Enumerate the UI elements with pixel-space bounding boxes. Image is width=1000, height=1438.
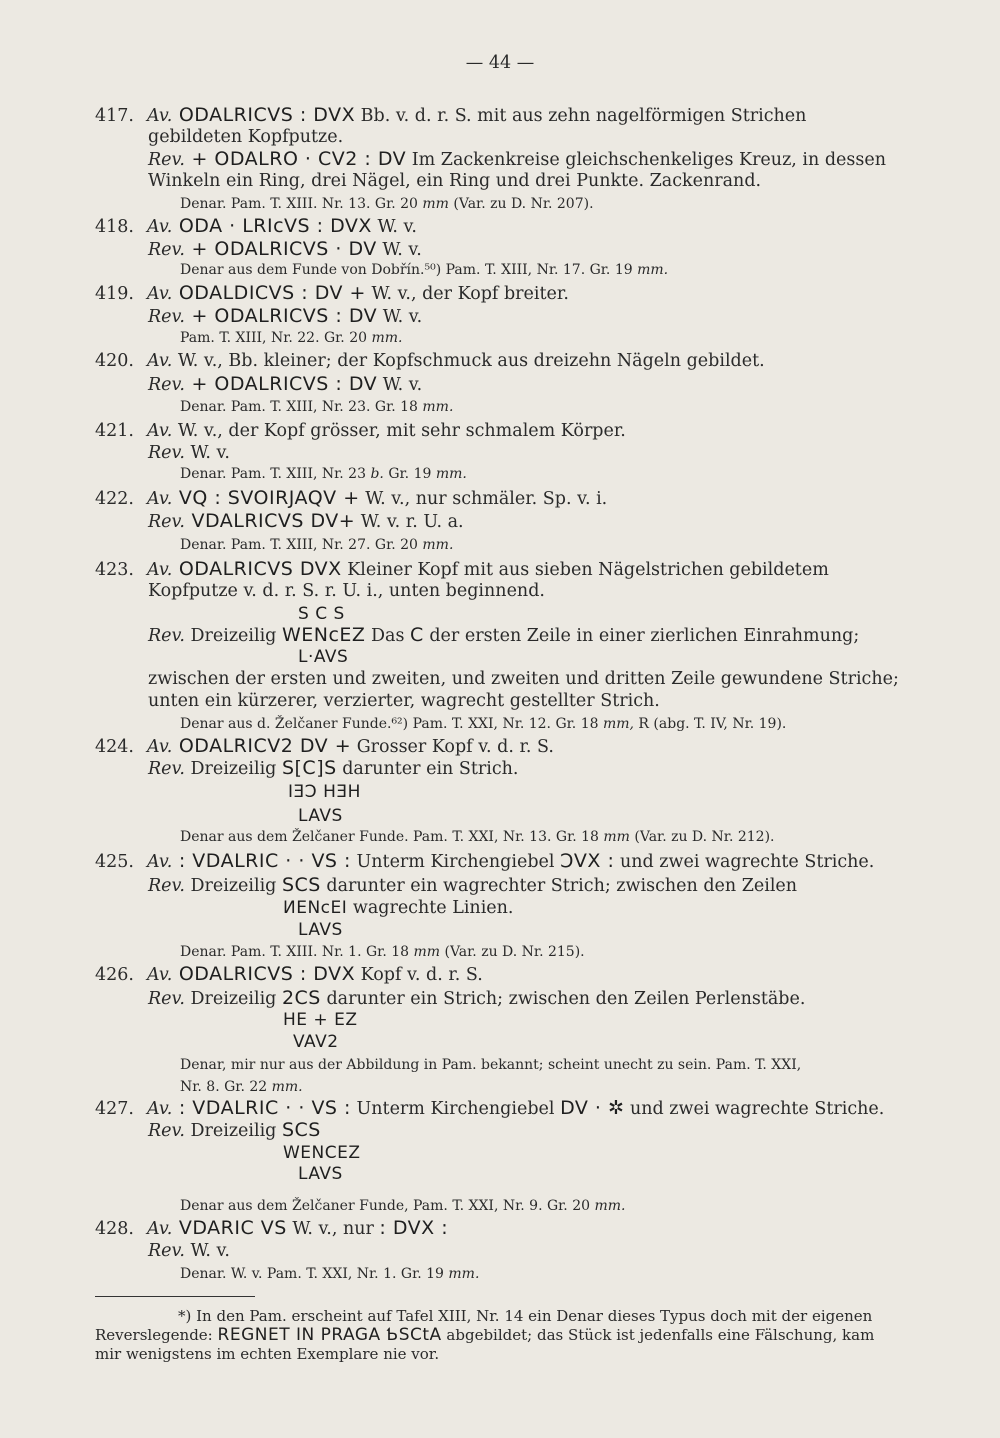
- coin-legend: L·AVS: [298, 647, 349, 667]
- continuation-line: [148, 510, 464, 533]
- coin-legend: ODALRICVS : DVX: [172, 104, 356, 126]
- continuation-line: [148, 442, 230, 464]
- entry-line: [95, 963, 483, 986]
- entry-line: [95, 1217, 448, 1240]
- entry-number: 417.: [95, 106, 134, 126]
- entry-number: 424.: [95, 737, 134, 757]
- continuation-line: [180, 1195, 626, 1217]
- italic-label: Rev.: [148, 150, 185, 170]
- continuation-line: [298, 646, 348, 668]
- entry-number: 428.: [95, 1219, 134, 1239]
- italic-label: mm.: [637, 262, 669, 278]
- continuation-line: [298, 805, 343, 827]
- continuation-line: [148, 373, 422, 396]
- coin-legend: + ODALRO · CV2 : DV: [184, 148, 407, 170]
- entry-line: [95, 215, 417, 238]
- text-segment: darunter ein Strich.: [336, 759, 519, 779]
- italic-label: Rev.: [148, 512, 185, 532]
- continuation-line: [148, 690, 660, 712]
- continuation-line: [180, 713, 786, 735]
- text-segment: Pam. T. XIII, Nr. 22. Gr. 20: [180, 330, 372, 346]
- text-segment: Dreizeilig: [184, 626, 282, 646]
- text-segment: W. v.: [377, 375, 423, 395]
- coin-legend: REGNET IN PRAGA ƄSCtA: [217, 1325, 442, 1345]
- continuation-line: [180, 463, 467, 485]
- continuation-line: [148, 757, 519, 780]
- text-segment: gebildeten Kopfputze.: [148, 127, 344, 147]
- text-segment: W. v., Bb. kleiner; der Kopfschmuck aus dreizehn Nägeln gebildet.: [172, 351, 765, 371]
- footnote-line: [95, 1325, 874, 1345]
- text-segment: W. v.: [184, 443, 230, 463]
- italic-label: Rev.: [148, 307, 185, 327]
- continuation-line: [298, 919, 343, 941]
- coin-legend: : DVX :: [379, 1217, 449, 1239]
- coin-legend: SCS: [281, 874, 321, 896]
- italic-label: Rev.: [148, 876, 185, 896]
- italic-label: Av.: [147, 1219, 173, 1239]
- text-segment: W. v., nur schmäler. Sp. v. i.: [359, 489, 608, 509]
- italic-label: Av.: [147, 852, 173, 872]
- text-segment: darunter ein Strich; zwischen den Zeilen Perlenstäbe.: [320, 989, 806, 1009]
- continuation-line: [283, 1009, 357, 1031]
- text-segment: darunter ein wagrechter Strich; zwischen den Zeilen: [320, 876, 798, 896]
- italic-label: Av.: [147, 560, 173, 580]
- entry-line: [95, 420, 626, 442]
- italic-label: Av.: [147, 421, 173, 441]
- text-segment: Unterm Kirchengiebel: [350, 852, 561, 872]
- text-segment: mir wenigstens im echten Exemplare nie vor.: [95, 1345, 440, 1363]
- coin-legend: S C S: [298, 604, 345, 624]
- text-segment: Im Zackenkreise gleichschenkeliges Kreuz, in dessen: [406, 150, 886, 170]
- entry-line: [95, 735, 554, 758]
- text-segment: (Var. zu D. Nr. 207).: [448, 196, 594, 212]
- italic-label: Rev.: [148, 375, 185, 395]
- coin-legend: ϽVX :: [560, 850, 615, 872]
- italic-label: Rev.: [148, 759, 185, 779]
- text-segment: Bb. v. d. r. S. mit aus zehn nagelförmigen Strichen: [355, 106, 807, 126]
- italic-label: mm: [603, 829, 630, 845]
- coin-legend: HE + EZ: [283, 1010, 358, 1030]
- coin-legend: ODA · LRIcVS : DVX: [172, 215, 372, 237]
- text-segment: W. v., der Kopf breiter.: [365, 284, 569, 304]
- continuation-line: [148, 126, 343, 148]
- continuation-line: [148, 305, 422, 328]
- text-segment: (Var. zu D. Nr. 215).: [440, 944, 585, 960]
- coin-legend: VAV2: [293, 1032, 339, 1052]
- text-segment: Denar aus dem Želčaner Funde, Pam. T. XXI, Nr. 9. Gr. 20: [180, 1198, 595, 1214]
- text-segment: W. v., der Kopf grösser, mit sehr schmalem Körper.: [172, 421, 626, 441]
- text-segment: Denar. Pam. T. XIII. Nr. 1. Gr. 18: [180, 944, 414, 960]
- footnote-line: [95, 1344, 439, 1364]
- coin-legend: ИENcEI: [283, 898, 348, 918]
- text-segment: Kleiner Kopf mit aus sieben Nägelstrichen gebildetem: [341, 560, 829, 580]
- text-segment: Nr. 8. Gr. 22: [180, 1079, 272, 1095]
- text-segment: Dreizeilig: [184, 989, 282, 1009]
- italic-label: mm,: [602, 716, 634, 732]
- continuation-line: [283, 1142, 361, 1164]
- coin-legend: WENcEZ: [281, 624, 366, 646]
- italic-label: b.: [370, 466, 384, 482]
- italic-label: Av.: [147, 737, 173, 757]
- entry-line: [95, 1097, 884, 1120]
- continuation-line: [180, 193, 594, 215]
- entry-line: [95, 350, 765, 372]
- text-segment: Kopfputze v. d. r. S. r. U. i., unten beginnend.: [148, 581, 545, 601]
- continuation-line: [293, 1031, 339, 1053]
- continuation-line: [148, 874, 797, 897]
- continuation-line: [180, 826, 775, 848]
- italic-label: Av.: [147, 284, 173, 304]
- italic-label: mm.: [422, 537, 454, 553]
- entry-number: 426.: [95, 965, 134, 985]
- continuation-line: [148, 624, 859, 647]
- text-segment: Dreizeilig: [184, 759, 282, 779]
- coin-legend: VDARIC VS: [172, 1217, 287, 1239]
- italic-label: mm.: [594, 1198, 626, 1214]
- coin-legend: S[C]S: [281, 757, 337, 779]
- entry-number: 423.: [95, 560, 134, 580]
- italic-label: mm.: [422, 399, 454, 415]
- entry-number: 420.: [95, 351, 134, 371]
- continuation-line: [283, 897, 513, 919]
- coin-legend: ODALDICVS : DV +: [172, 282, 366, 304]
- entry-number: 421.: [95, 421, 134, 441]
- italic-label: Rev.: [148, 626, 185, 646]
- text-segment: W. v.: [376, 240, 422, 260]
- entry-line: [95, 104, 806, 127]
- text-segment: Dreizeilig: [184, 1121, 282, 1141]
- italic-label: Av.: [147, 489, 173, 509]
- text-segment: W. v.: [184, 1241, 230, 1261]
- continuation-line: [298, 603, 345, 625]
- page-number: — 44 —: [465, 53, 535, 73]
- continuation-line: [288, 781, 361, 803]
- entry-line: [95, 282, 569, 305]
- italic-label: Av.: [147, 965, 173, 985]
- italic-label: mm.: [435, 466, 467, 482]
- continuation-line: [180, 327, 403, 349]
- coin-legend: DV · ✲: [560, 1097, 625, 1119]
- italic-label: mm.: [371, 330, 403, 346]
- coin-legend: ODALRICVS DVX: [172, 558, 342, 580]
- italic-label: Rev.: [148, 989, 185, 1009]
- text-segment: und zwei wagrechte Striche.: [614, 852, 875, 872]
- footnote-rule: [95, 1296, 255, 1297]
- text-segment: abgebildet; das Stück ist jedenfalls eine Fälschung, kam: [441, 1326, 875, 1344]
- text-segment: Reverslegende:: [95, 1326, 218, 1344]
- italic-label: mm: [422, 196, 449, 212]
- text-segment: und zwei wagrechte Striche.: [624, 1099, 885, 1119]
- continuation-line: [148, 668, 899, 690]
- coin-legend: ODALRICV2 DV +: [172, 735, 352, 757]
- continuation-line: [148, 1240, 230, 1262]
- continuation-line: [148, 148, 886, 171]
- italic-label: mm.: [448, 1266, 480, 1282]
- continuation-line: [298, 1163, 343, 1185]
- text-segment: R (abg. T. IV, Nr. 19).: [633, 716, 787, 732]
- text-segment: W. v.: [377, 307, 423, 327]
- italic-label: mm: [413, 944, 441, 960]
- text-segment: Das: [365, 626, 411, 646]
- continuation-line: [148, 1119, 321, 1142]
- coin-legend: : VDALRIC · · VS :: [172, 1097, 351, 1119]
- italic-label: Rev.: [148, 1241, 185, 1261]
- text-segment: Denar aus dem Želčaner Funde. Pam. T. XXI, Nr. 13. Gr. 18: [180, 829, 604, 845]
- coin-legend: : VDALRIC · · VS :: [172, 850, 351, 872]
- coin-legend: + ODALRICVS : DV: [184, 373, 378, 395]
- text-segment: wagrechte Linien.: [347, 898, 514, 918]
- continuation-line: [148, 580, 545, 602]
- text-segment: (Var. zu D. Nr. 212).: [629, 829, 775, 845]
- italic-label: Rev.: [148, 443, 185, 463]
- text-segment: Denar. Pam. T. XIII, Nr. 27. Gr. 20: [180, 537, 423, 553]
- entry-number: 427.: [95, 1099, 134, 1119]
- coin-legend: 2CS: [281, 987, 321, 1009]
- continuation-line: [148, 238, 422, 261]
- continuation-line: [180, 1076, 303, 1098]
- coin-legend: + ODALRICVS : DV: [184, 305, 378, 327]
- italic-label: Av.: [147, 1099, 173, 1119]
- text-segment: der ersten Zeile in einer zierlichen Einrahmung;: [423, 626, 860, 646]
- continuation-line: [180, 534, 453, 556]
- coin-legend: C: [410, 624, 424, 646]
- coin-legend: LAVS: [298, 806, 343, 826]
- italic-label: Av.: [147, 217, 173, 237]
- coin-legend: VQ : SVOIRJAQV +: [172, 487, 360, 509]
- continuation-line: [180, 1054, 801, 1076]
- continuation-line: [180, 941, 585, 963]
- coin-legend: ODALRICVS : DVX: [172, 963, 356, 985]
- text-segment: Denar. Pam. T. XIII, Nr. 23. Gr. 18: [180, 399, 423, 415]
- entry-number: 418.: [95, 217, 134, 237]
- continuation-line: [180, 259, 668, 281]
- coin-legend: IƎϽ HƎH: [288, 782, 361, 802]
- text-segment: unten ein kürzerer, verzierter, wagrecht gestellter Strich.: [148, 691, 660, 711]
- entry-number: 419.: [95, 284, 134, 304]
- italic-label: Rev.: [148, 1121, 185, 1141]
- text-segment: Dreizeilig: [184, 876, 282, 896]
- italic-label: Av.: [147, 351, 173, 371]
- text-segment: Denar aus d. Želčaner Funde.⁶²) Pam. T. XXI, Nr. 12. Gr. 18: [180, 716, 603, 732]
- footnote-line: [178, 1306, 872, 1326]
- entry-line: [95, 558, 829, 581]
- text-segment: W. v. r. U. a.: [355, 512, 464, 532]
- continuation-line: [180, 396, 453, 418]
- text-segment: W. v., nur: [286, 1219, 380, 1239]
- text-segment: Denar, mir nur aus der Abbildung in Pam. bekannt; scheint unecht zu sein. Pam. T. XXI,: [180, 1057, 802, 1073]
- italic-label: Av.: [147, 106, 173, 126]
- text-segment: zwischen der ersten und zweiten, und zweiten und dritten Zeile gewundene Striche;: [148, 669, 899, 689]
- entry-number: 422.: [95, 489, 134, 509]
- text-segment: Unterm Kirchengiebel: [350, 1099, 561, 1119]
- entry-line: [95, 487, 607, 510]
- text-segment: W. v.: [371, 217, 417, 237]
- italic-label: Rev.: [148, 240, 185, 260]
- text-segment: *) In den Pam. erscheint auf Tafel XIII, Nr. 14 ein Denar dieses Typus doch mit der eigenen: [178, 1307, 873, 1325]
- coin-legend: LAVS: [298, 920, 343, 940]
- entry-line: [95, 850, 874, 873]
- text-segment: Denar. Pam. T. XIII. Nr. 13. Gr. 20: [180, 196, 423, 212]
- coin-legend: LAVS: [298, 1164, 343, 1184]
- text-segment: Gr. 19: [383, 466, 436, 482]
- text-segment: Winkeln ein Ring, drei Nägel, ein Ring und drei Punkte. Zackenrand.: [148, 171, 762, 191]
- text-segment: Denar aus dem Funde von Dobřín.⁵⁰) Pam. T. XIII, Nr. 17. Gr. 19: [180, 262, 638, 278]
- entry-number: 425.: [95, 852, 134, 872]
- text-segment: Denar. W. v. Pam. T. XXI, Nr. 1. Gr. 19: [180, 1266, 449, 1282]
- continuation-line: [180, 1263, 479, 1285]
- text-segment: Kopf v. d. r. S.: [355, 965, 483, 985]
- coin-legend: SCS: [281, 1119, 321, 1141]
- text-segment: Grosser Kopf v. d. r. S.: [351, 737, 554, 757]
- coin-legend: + ODALRICVS · DV: [184, 238, 377, 260]
- continuation-line: [148, 987, 805, 1010]
- continuation-line: [148, 170, 761, 192]
- coin-legend: VDALRICVS DV+: [184, 510, 356, 532]
- italic-label: mm.: [271, 1079, 303, 1095]
- text-segment: Denar. Pam. T. XIII, Nr. 23: [180, 466, 371, 482]
- coin-legend: WENCEZ: [283, 1143, 361, 1163]
